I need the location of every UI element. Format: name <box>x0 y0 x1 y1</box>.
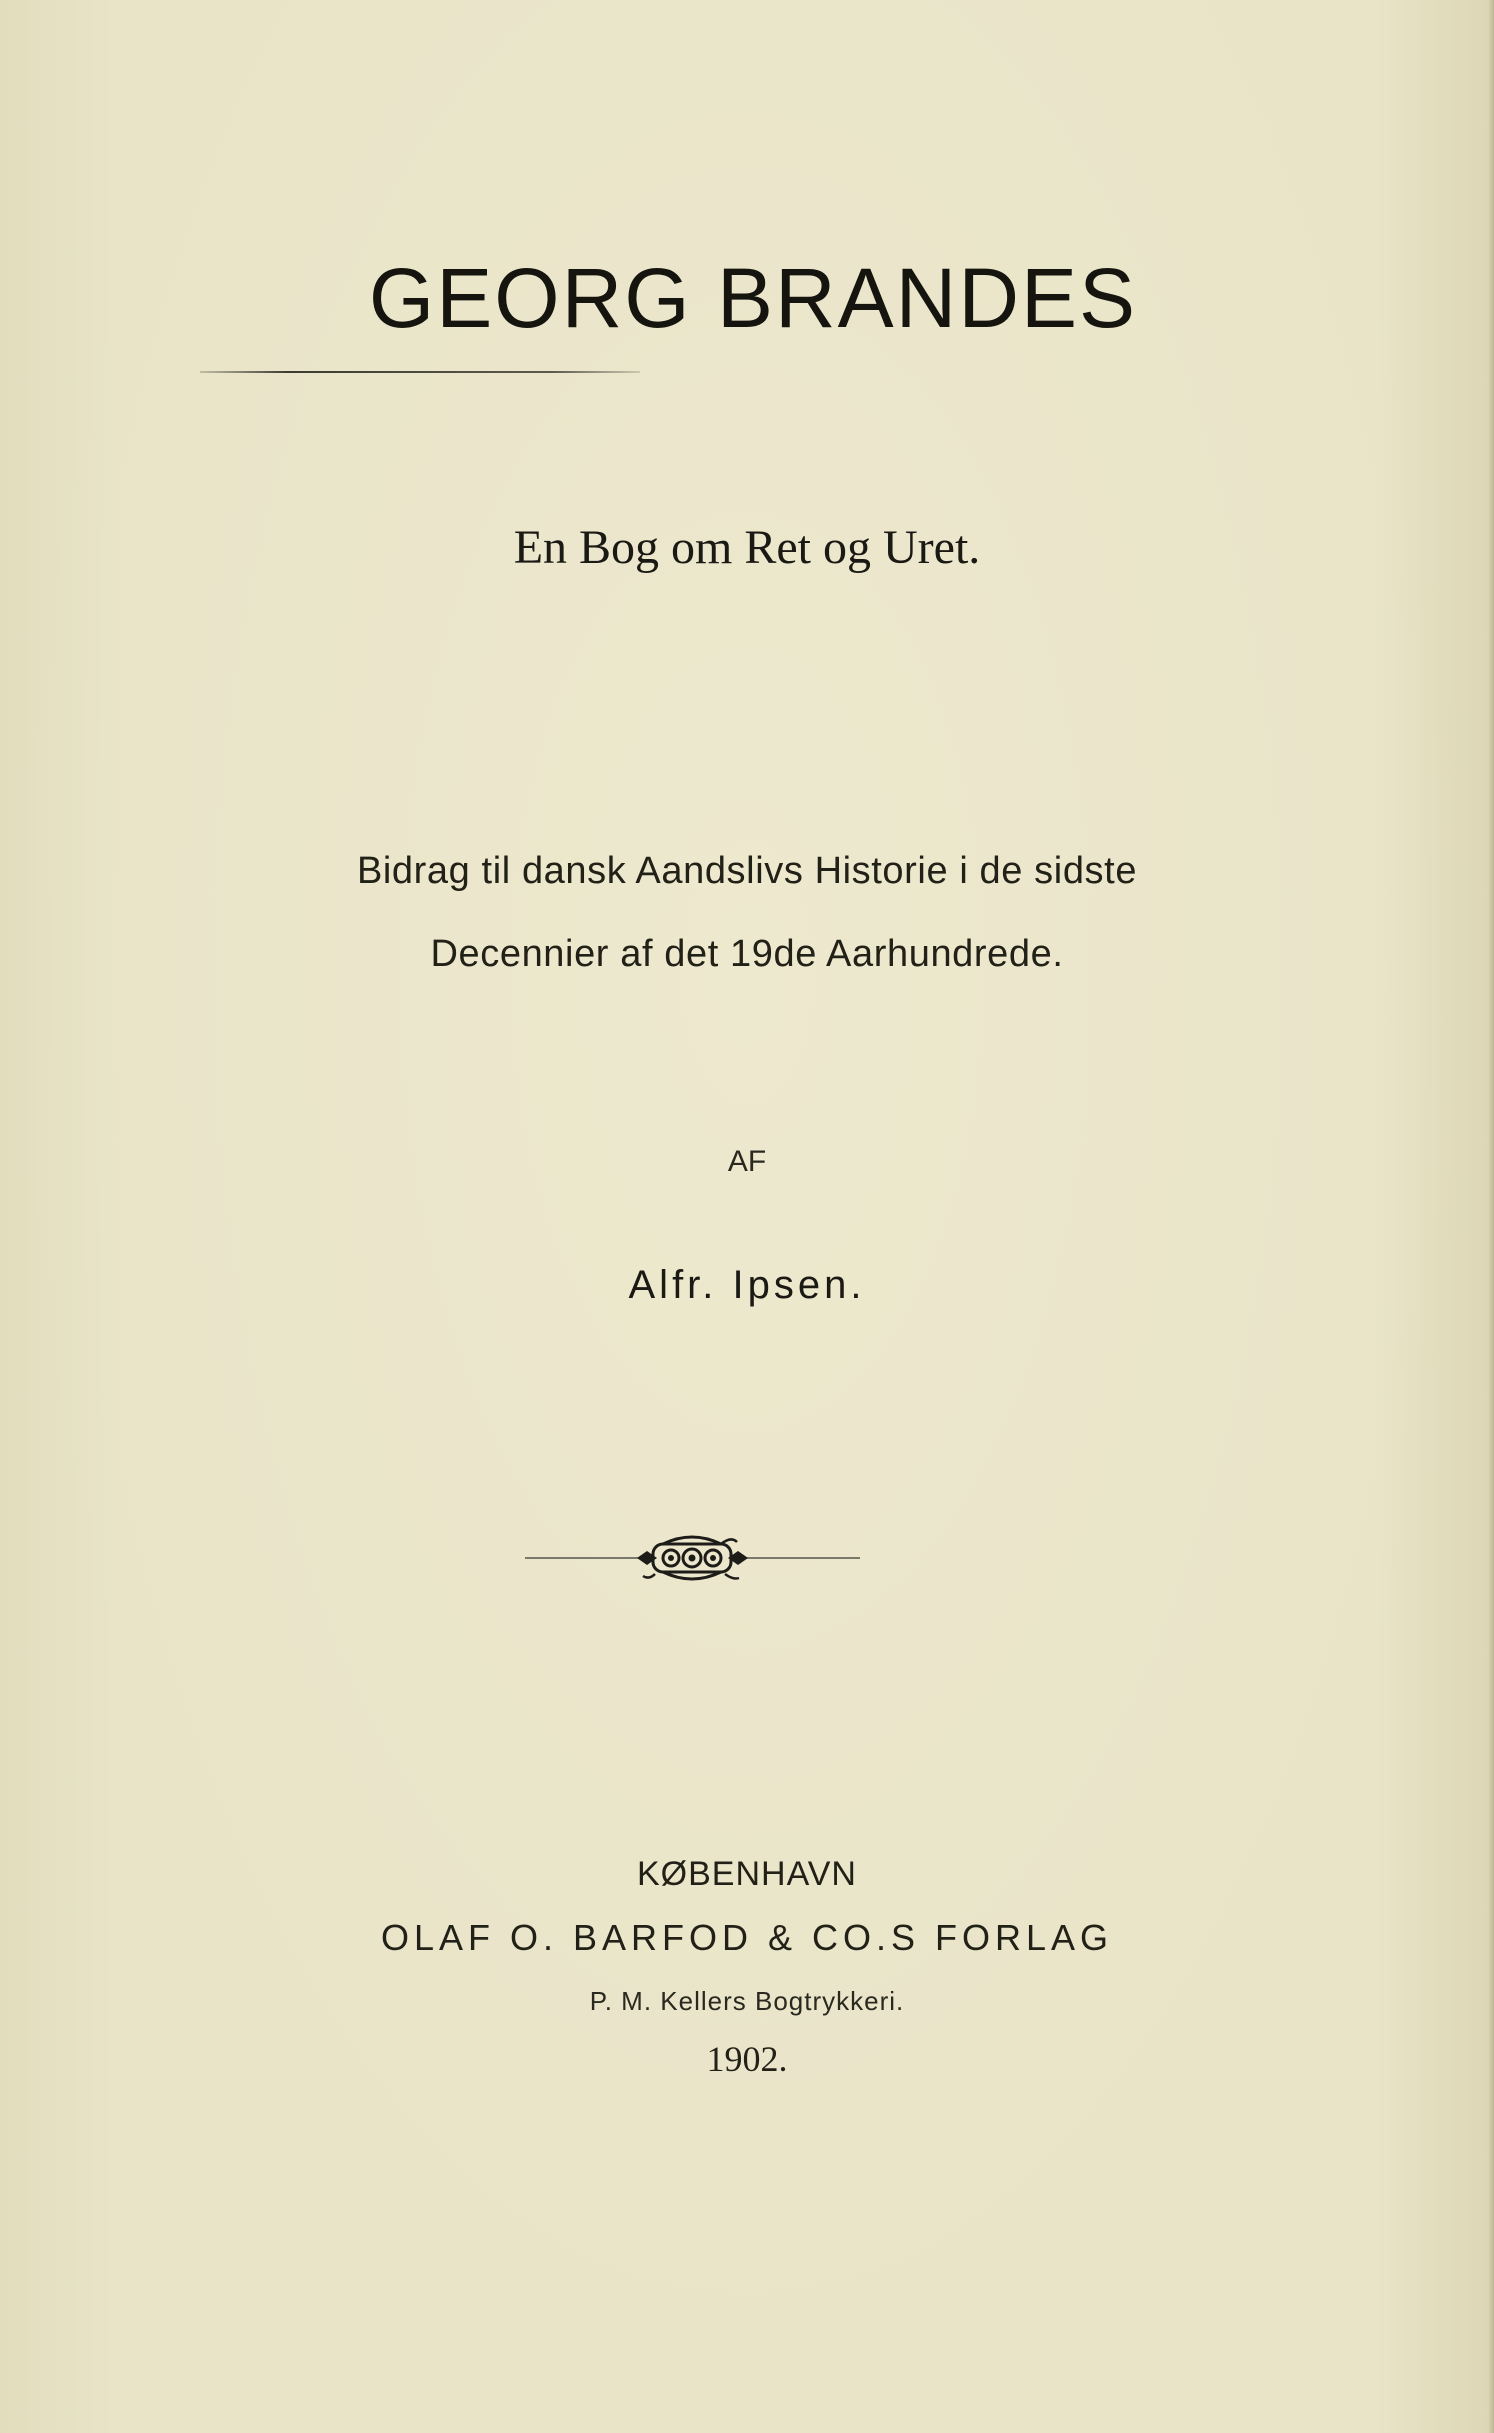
book-title: GEORG BRANDES <box>368 251 1138 345</box>
fleuron-ornament-icon <box>525 1528 860 1588</box>
publisher-name: OLAF O. BARFOD & CO.S FORLAG <box>380 1917 1114 1958</box>
publication-city: KØBENHAVN <box>637 1855 857 1893</box>
by-label: AF <box>727 1145 767 1178</box>
printer-name: P. M. Kellers Bogtrykkeri. <box>589 1986 905 2016</box>
description-line-2: Decennier af det 19de Aarhundrede. <box>430 933 1064 975</box>
title-underline-rule <box>200 371 640 373</box>
author-name: Alfr. Ipsen. <box>628 1263 866 1307</box>
description-line-1: Bidrag til dansk Aandslivs Historie i de sidste <box>356 850 1138 892</box>
book-subtitle: En Bog om Ret og Uret. <box>513 521 981 574</box>
publication-year: 1902. <box>706 2039 788 2079</box>
